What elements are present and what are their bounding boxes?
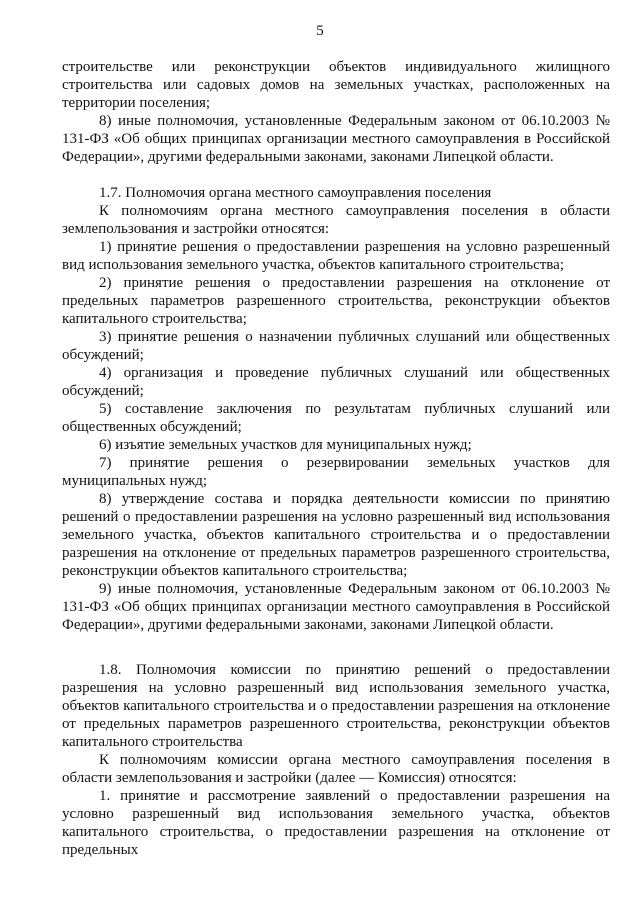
paragraph-item-6: 6) изъятие земельных участков для муниципальных нужд; bbox=[99, 437, 472, 453]
paragraph-intro-1-7: К полномочиям органа местного самоуправления поселения в области землепользования и застройки относятся: bbox=[62, 203, 610, 237]
page-number: 5 bbox=[316, 23, 324, 39]
paragraph-item-8-1-6: 8) иные полномочия, установленные Федеральным законом от 06.10.2003 № 131-ФЗ «Об общих принципах организации местного самоуправления в Российской Федерации», другими федеральными законами, законами Липецкой области. bbox=[62, 113, 610, 165]
paragraph-item-9: 9) иные полномочия, установленные Федеральным законом от 06.10.2003 № 131-ФЗ «Об общих принципах организации местного самоуправления в Российской Федерации», другими федеральными законами, законами Липецкой области. bbox=[62, 581, 610, 633]
paragraph-intro-1-8: К полномочиям комиссии органа местного самоуправления поселения в области землепользования и застройки (далее — Комиссия) относятся: bbox=[62, 752, 610, 786]
paragraph-item-1-8-1: 1. принятие и рассмотрение заявлений о предоставлении разрешения на условно разрешенный вид использования земельного участка, объектов капитального строительства, о предоставлении разрешения на отклонение от предельных bbox=[62, 788, 610, 858]
paragraph-item-1: 1) принятие решения о предоставлении разрешения на условно разрешенный вид использования земельного участка, объектов капитального строительства; bbox=[62, 239, 610, 273]
paragraph-item-2: 2) принятие решения о предоставлении разрешения на отклонение от предельных параметров разрешенного строительства, реконструкции объектов капитального строительства; bbox=[62, 275, 610, 327]
paragraph-item-3: 3) принятие решения о назначении публичных слушаний или общественных обсуждений; bbox=[62, 329, 610, 363]
section-heading-1-8: 1.8. Полномочия комиссии по принятию решений о предоставлении разрешения на условно разрешенный вид использования земельного участка, объектов капитального строительства и о предоставлении разрешения на отклонение от предельных параметров разрешенного строительства, реконструкции объектов капитального строительства bbox=[62, 662, 610, 750]
paragraph-item-5: 5) составление заключения по результатам публичных слушаний или общественных обсуждений; bbox=[62, 401, 610, 435]
document-body bbox=[62, 58, 610, 859]
section-heading-1-7: 1.7. Полномочия органа местного самоуправления поселения bbox=[99, 185, 492, 201]
paragraph-continuation: строительстве или реконструкции объектов индивидуального жилищного строительства или садовых домов на земельных участках, расположенных на территории поселения; bbox=[62, 59, 610, 111]
paragraph-item-4: 4) организация и проведение публичных слушаний или общественных обсуждений; bbox=[62, 365, 610, 399]
paragraph-item-8: 8) утверждение состава и порядка деятельности комиссии по принятию решений о предоставлении разрешения на условно разрешенный вид использования земельного участка, объектов капитального строительства и о предоставлении разрешения на отклонение от предельных параметров разрешенного строительства, реконструкции объектов капитального строительства; bbox=[62, 491, 610, 579]
paragraph-item-7: 7) принятие решения о резервировании земельных участков для муниципальных нужд; bbox=[62, 455, 610, 489]
